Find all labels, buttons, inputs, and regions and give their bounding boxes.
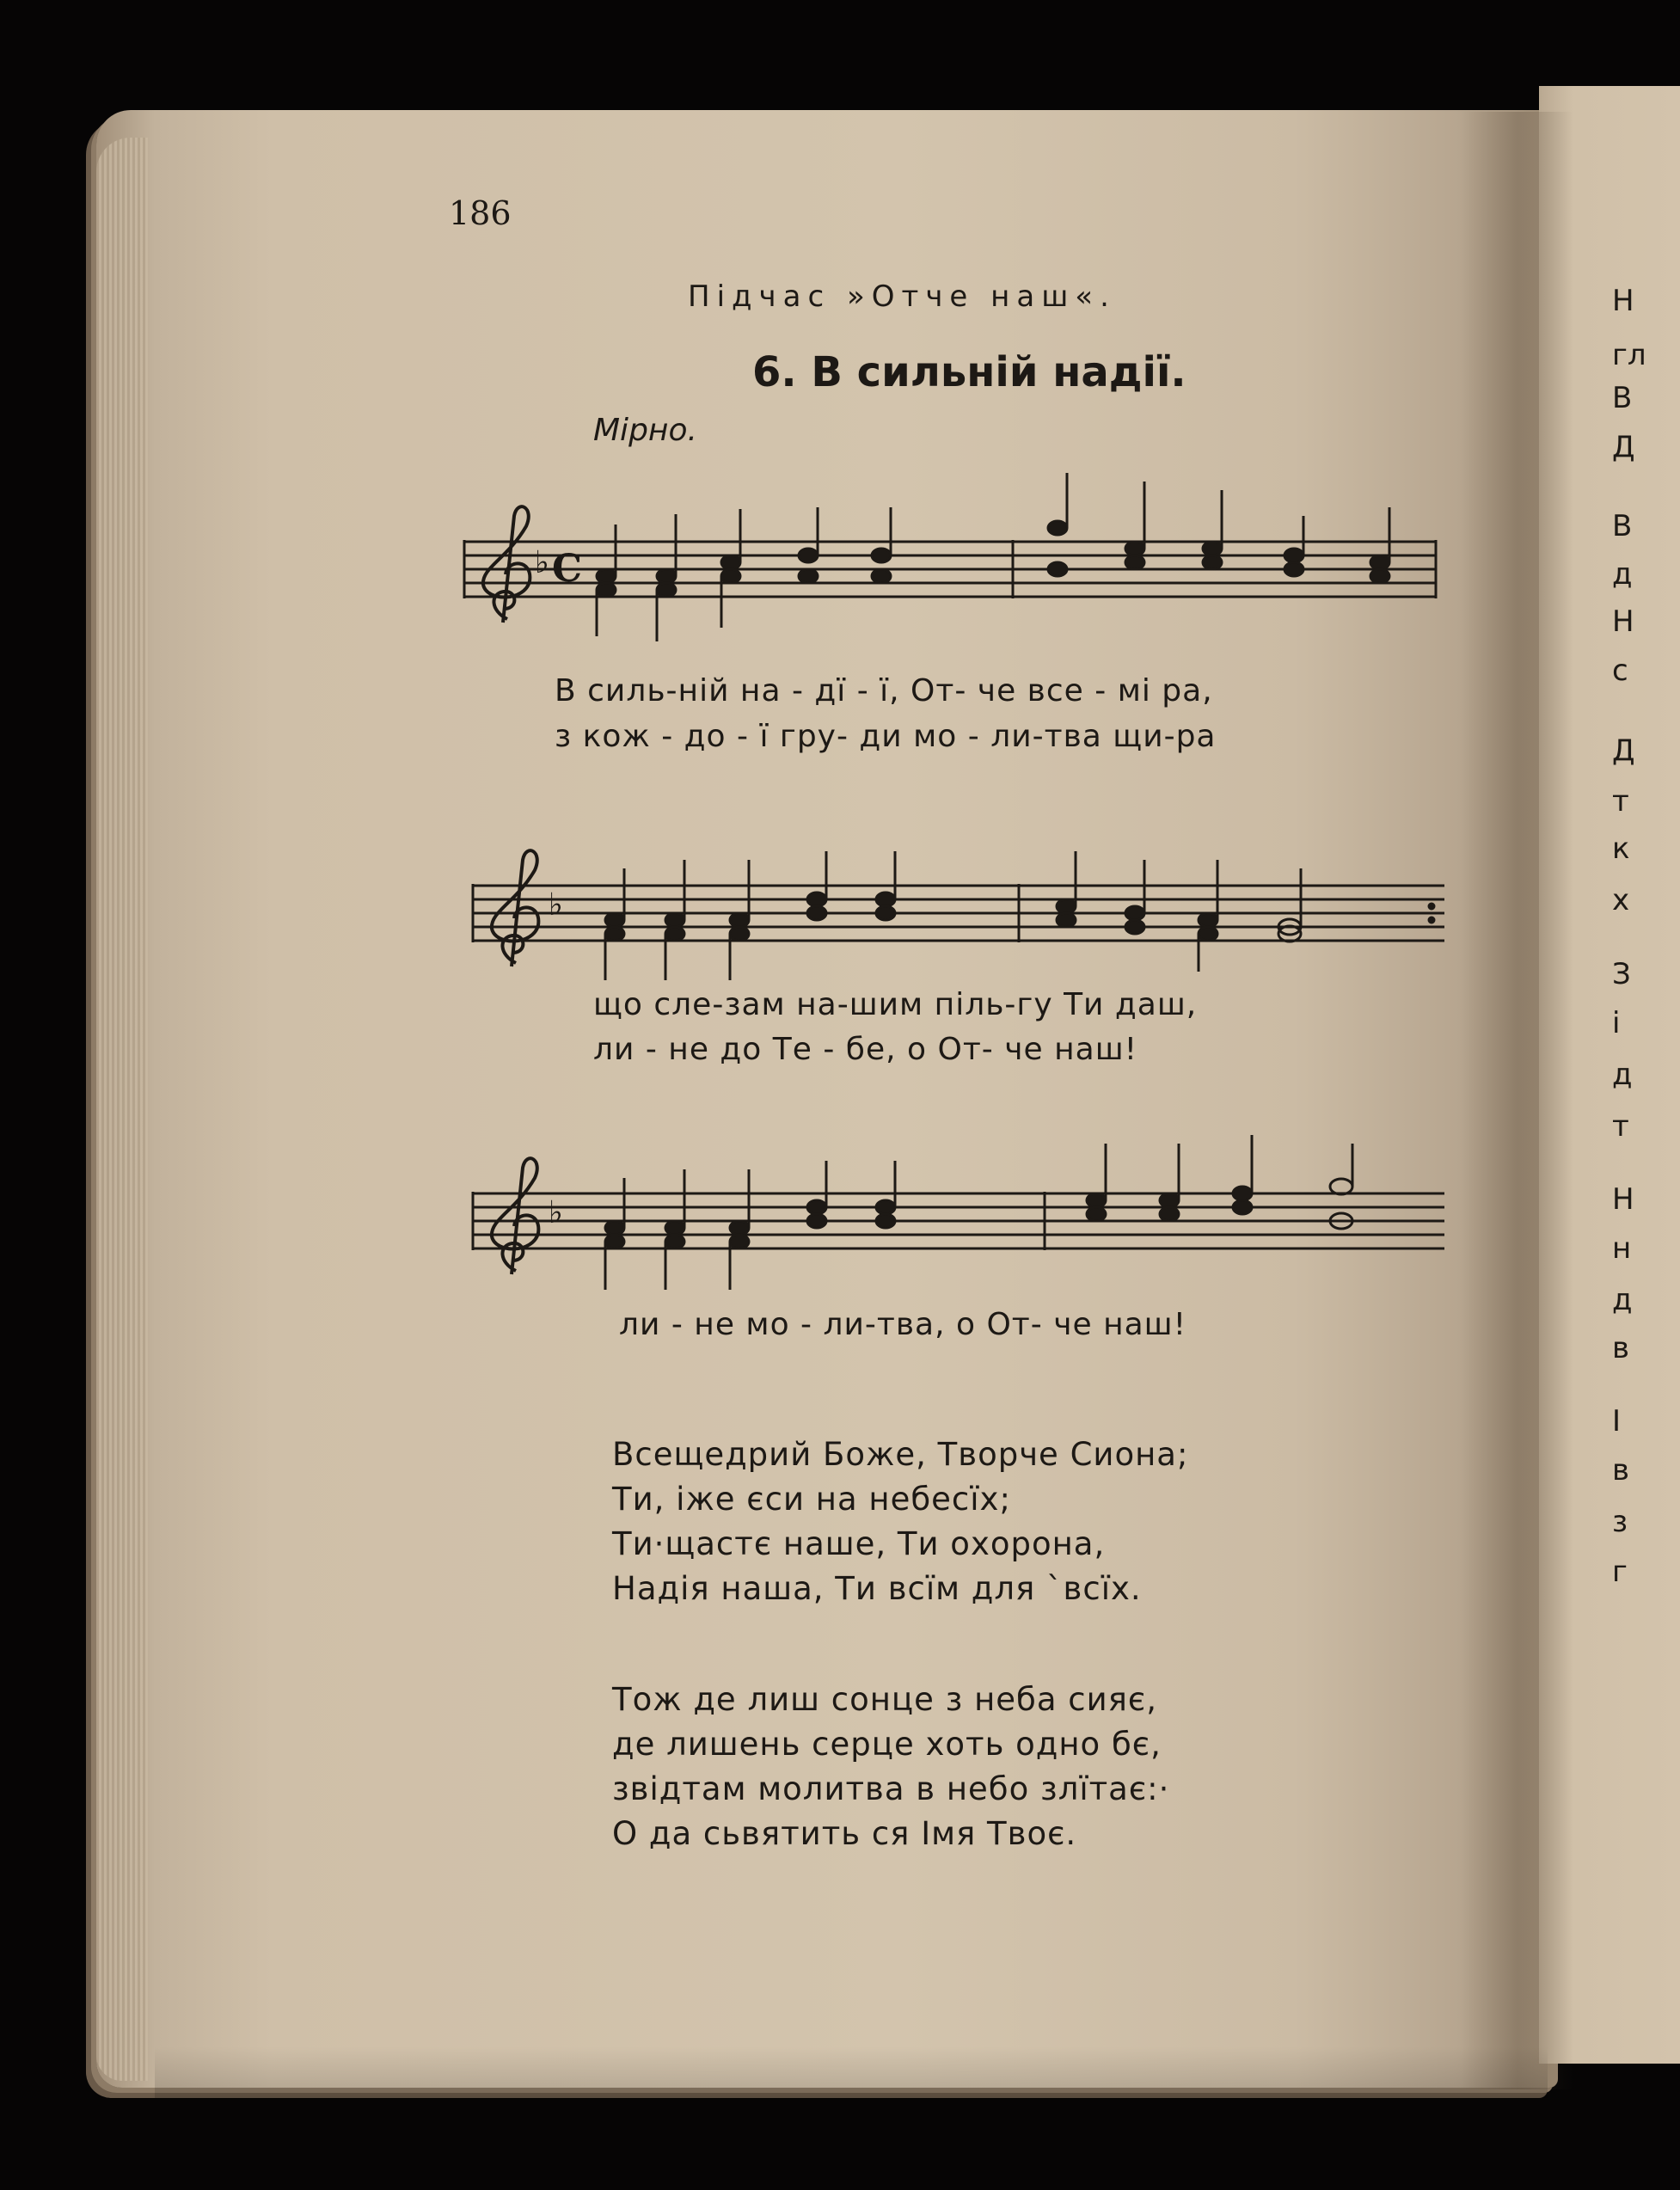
right-page-fragment: т <box>1612 1109 1629 1144</box>
right-page-fragment: в <box>1612 1453 1630 1488</box>
stanza-2-line-4: О да сьвятить ся Імя Твоє. <box>612 1815 1077 1852</box>
lyric-line: ли - не мо - ли-тва, о От- че наш! <box>619 1307 1187 1342</box>
stanza-1-line-1: Всещедрий Боже, Творче Сиона; <box>612 1436 1189 1473</box>
stanza-2-line-2: де лишень серце хоть одно бє, <box>612 1726 1162 1763</box>
right-page-fragment: г <box>1612 1555 1628 1589</box>
svg-text:♭: ♭ <box>549 1195 563 1230</box>
right-page-fragment: Д <box>1612 430 1635 464</box>
music-staff-2 <box>456 825 1444 1015</box>
page-edges <box>96 138 148 2081</box>
book-gutter <box>1462 112 1573 2089</box>
tempo-marking: Мірно. <box>593 413 697 448</box>
stanza-2-line-1: Тож де лиш сонце з неба сияє, <box>612 1681 1157 1718</box>
right-page-fragment: н <box>1612 1231 1632 1266</box>
stanza-2-line-3: звідтам молитва в небо злїтає:· <box>612 1770 1170 1807</box>
stanza-1-line-4: Надія наша, Ти всїм для ˋвсїх. <box>612 1570 1142 1607</box>
right-page-fragment: Н <box>1612 1182 1634 1217</box>
right-page-fragment: В <box>1612 509 1633 543</box>
right-page-fragment: т <box>1612 784 1629 819</box>
right-page-fragment: і <box>1612 1006 1621 1040</box>
right-page-fragment: в <box>1612 1331 1630 1365</box>
right-page-fragment: к <box>1612 831 1630 866</box>
song-title: 6. В сильній надії. <box>752 348 1186 396</box>
stanza-1-line-2: Ти, іже єси на небесїх; <box>612 1481 1011 1518</box>
lyric-line: з кож - до - ї гру- ди мо - ли-тва щи-ра <box>555 719 1217 754</box>
right-page-fragment: д <box>1612 1283 1633 1317</box>
right-page-fragment: В <box>1612 381 1633 415</box>
right-page-fragment: Н <box>1612 604 1634 639</box>
svg-text:♭: ♭ <box>549 887 563 923</box>
right-page-fragment: Д <box>1612 733 1635 768</box>
right-page-fragment: д <box>1612 557 1633 592</box>
lyric-line: ли - не до Те - бе, о От- че наш! <box>593 1032 1138 1067</box>
music-staff-1 <box>456 464 1444 671</box>
svg-text:♭: ♭ <box>535 545 549 580</box>
right-page-fragment: Н <box>1612 284 1634 318</box>
page-number: 186 <box>449 194 512 232</box>
right-page-fragment: З <box>1612 957 1631 991</box>
right-page-fragment: х <box>1612 883 1630 917</box>
right-page-fragment: гл <box>1612 338 1646 372</box>
music-staff-3 <box>456 1126 1444 1324</box>
lyric-line: що сле-зам на-шим піль-гу Ти даш, <box>593 987 1198 1022</box>
lyric-line: В силь-ній на - дї - ї, От- че все - мі ра, <box>555 673 1213 709</box>
right-page-fragment: с <box>1612 653 1628 688</box>
right-page-fragment: з <box>1612 1505 1628 1539</box>
section-heading: Підчас »Отче наш«. <box>688 279 1116 314</box>
right-page-fragment: д <box>1612 1058 1633 1092</box>
svg-text:C: C <box>552 547 583 591</box>
stanza-1-line-3: Ти·щастє наше, Ти охорона, <box>612 1525 1106 1562</box>
right-page-fragment: І <box>1612 1404 1622 1439</box>
page-bottom-shadow <box>155 2046 1548 2098</box>
